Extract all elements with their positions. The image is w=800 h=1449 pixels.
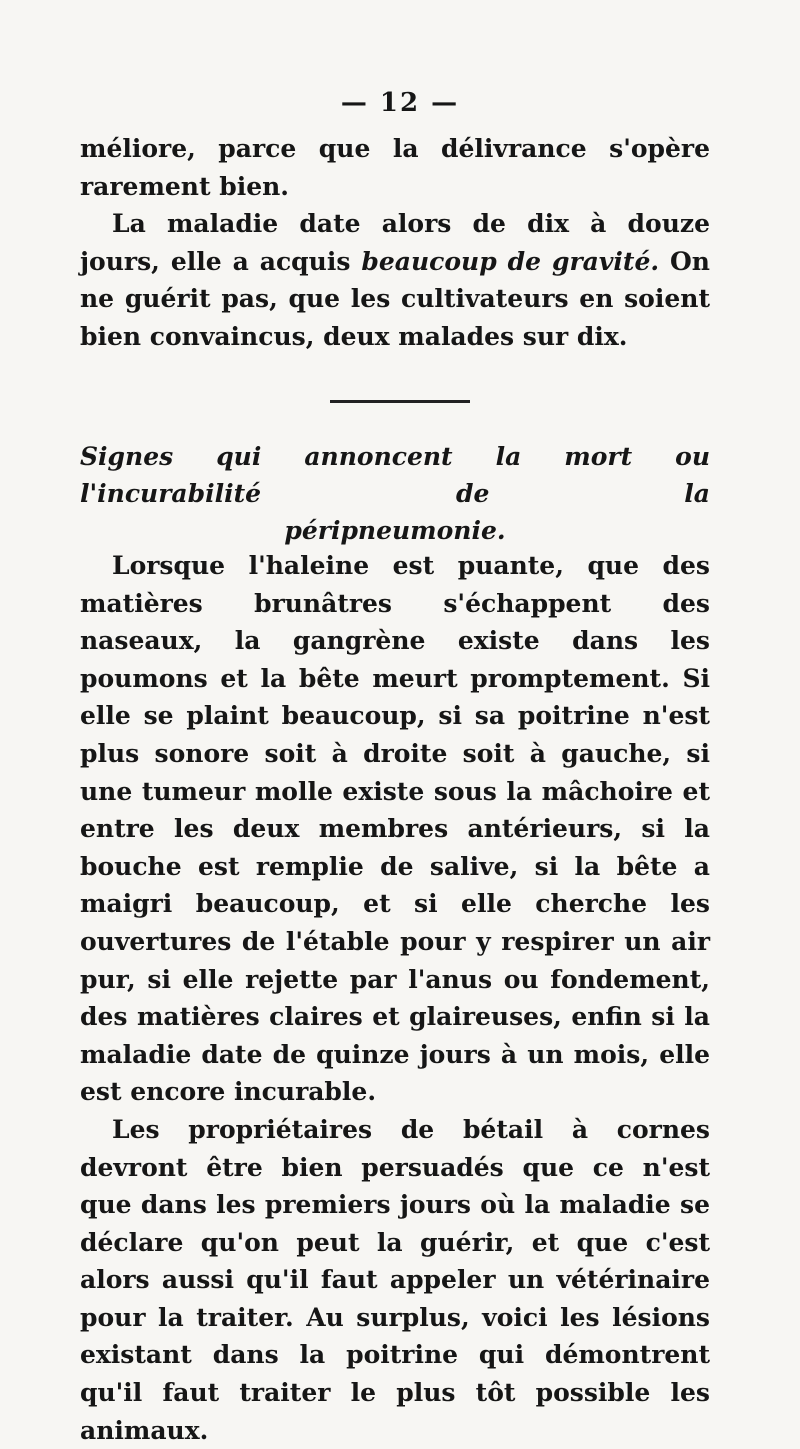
section-heading-line: Signes qui annoncent la mort ou l'incurabilité de la — [80, 442, 710, 508]
paragraph: Lorsque l'haleine est puante, que des matières brunâtres s'échappent des naseaux, la gangrène existe dans les poumons et la bête meurt promptement. Si elle se plaint beaucoup, si sa poitrine n'est plus sonore soit à droite soit à gauche, si une tumeur molle existe sous la mâchoire et entre les deux membres antérieurs, si la bouche est remplie de salive, si la bête a maigri beaucoup, et si elle cherche les ouvertures de l'étable pour y respirer un air pur, si elle rejette par l'anus ou fondement, des matières claires et glaireuses, enfin si la maladie date de quinze jours à un mois, elle est encore incurable. — [80, 551, 710, 1107]
emphasis-text: beaucoup de gravité. — [361, 246, 660, 276]
body-text — [80, 547, 710, 1449]
paragraph-text: On ne guérit pas, que les cultivateurs en soient bien convaincus, deux malades sur dix. — [80, 246, 710, 351]
paragraph — [80, 205, 710, 355]
section-heading-line: péripneumonie. — [284, 516, 506, 545]
section-heading — [80, 438, 710, 549]
paragraph-text: La maladie date alors de dix à douze jours, elle a acquis — [80, 209, 710, 276]
intro-text — [80, 130, 710, 356]
paragraph: méliore, parce que la délivrance s'opère rarement bien. — [80, 134, 710, 201]
page-number: — 12 — — [340, 88, 460, 118]
section-divider — [330, 400, 470, 403]
paragraph: Les propriétaires de bétail à cornes devront être bien persuadés que ce n'est que dans les premiers jours où la maladie se déclare qu'on peut la guérir, et que c'est alors aussi qu'il faut appeler un vétérinaire pour la traiter. Au surplus, voici les lésions existant dans la poitrine qui démontrent qu'il faut traiter le plus tôt possible les animaux. — [80, 1114, 710, 1445]
